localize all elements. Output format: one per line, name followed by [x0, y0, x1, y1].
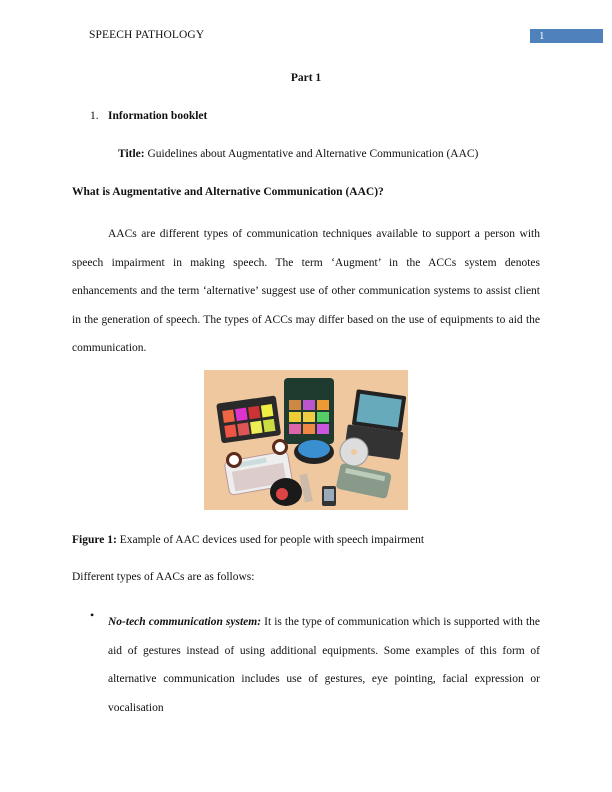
- bullet-item: [108, 608, 540, 722]
- bullet-term: No-tech communication system:: [108, 616, 262, 628]
- section-heading: What is Augmentative and Alternative Communication (AAC)?: [72, 186, 384, 198]
- aac-devices-figure: [204, 370, 408, 510]
- running-header-title: SPEECH PATHOLOGY: [89, 29, 205, 41]
- numbered-item-label: Information booklet: [108, 110, 208, 122]
- bullet-description: It is the type of communication which is supported with the aid of gestures instead of using additional equipments. Some examples of this form of alternative communication includes use of gestures, eye pointing, facial expression or vocalisation: [108, 616, 540, 714]
- body-paragraph: AACs are different types of communication techniques available to support a person with speech impairment in making speech. The term ‘Augment’ in the ACCs system denotes enhancements and the term ‘alternative’ suggest use of other communication systems to assist client in the generation of speech. The types of ACCs may differ based on the use of equipments to aid the communication.: [72, 228, 540, 354]
- part-heading: Part 1: [290, 72, 322, 84]
- caption-text: Example of AAC devices used for people with speech impairment: [116, 534, 425, 546]
- list-intro: Different types of AACs are as follows:: [72, 571, 255, 583]
- aac-devices-image: [204, 370, 408, 510]
- figure-caption: [72, 534, 424, 546]
- bullet-icon: •: [90, 608, 95, 622]
- numbered-item: [90, 110, 207, 122]
- title-text: Guidelines about Augmentative and Alternative Communication (AAC): [144, 148, 479, 160]
- caption-label: Figure 1:: [72, 534, 117, 546]
- booklet-title: [118, 148, 478, 160]
- list-number: 1.: [90, 110, 99, 122]
- title-label: Title:: [118, 148, 145, 160]
- page-number-badge: 1: [530, 29, 603, 43]
